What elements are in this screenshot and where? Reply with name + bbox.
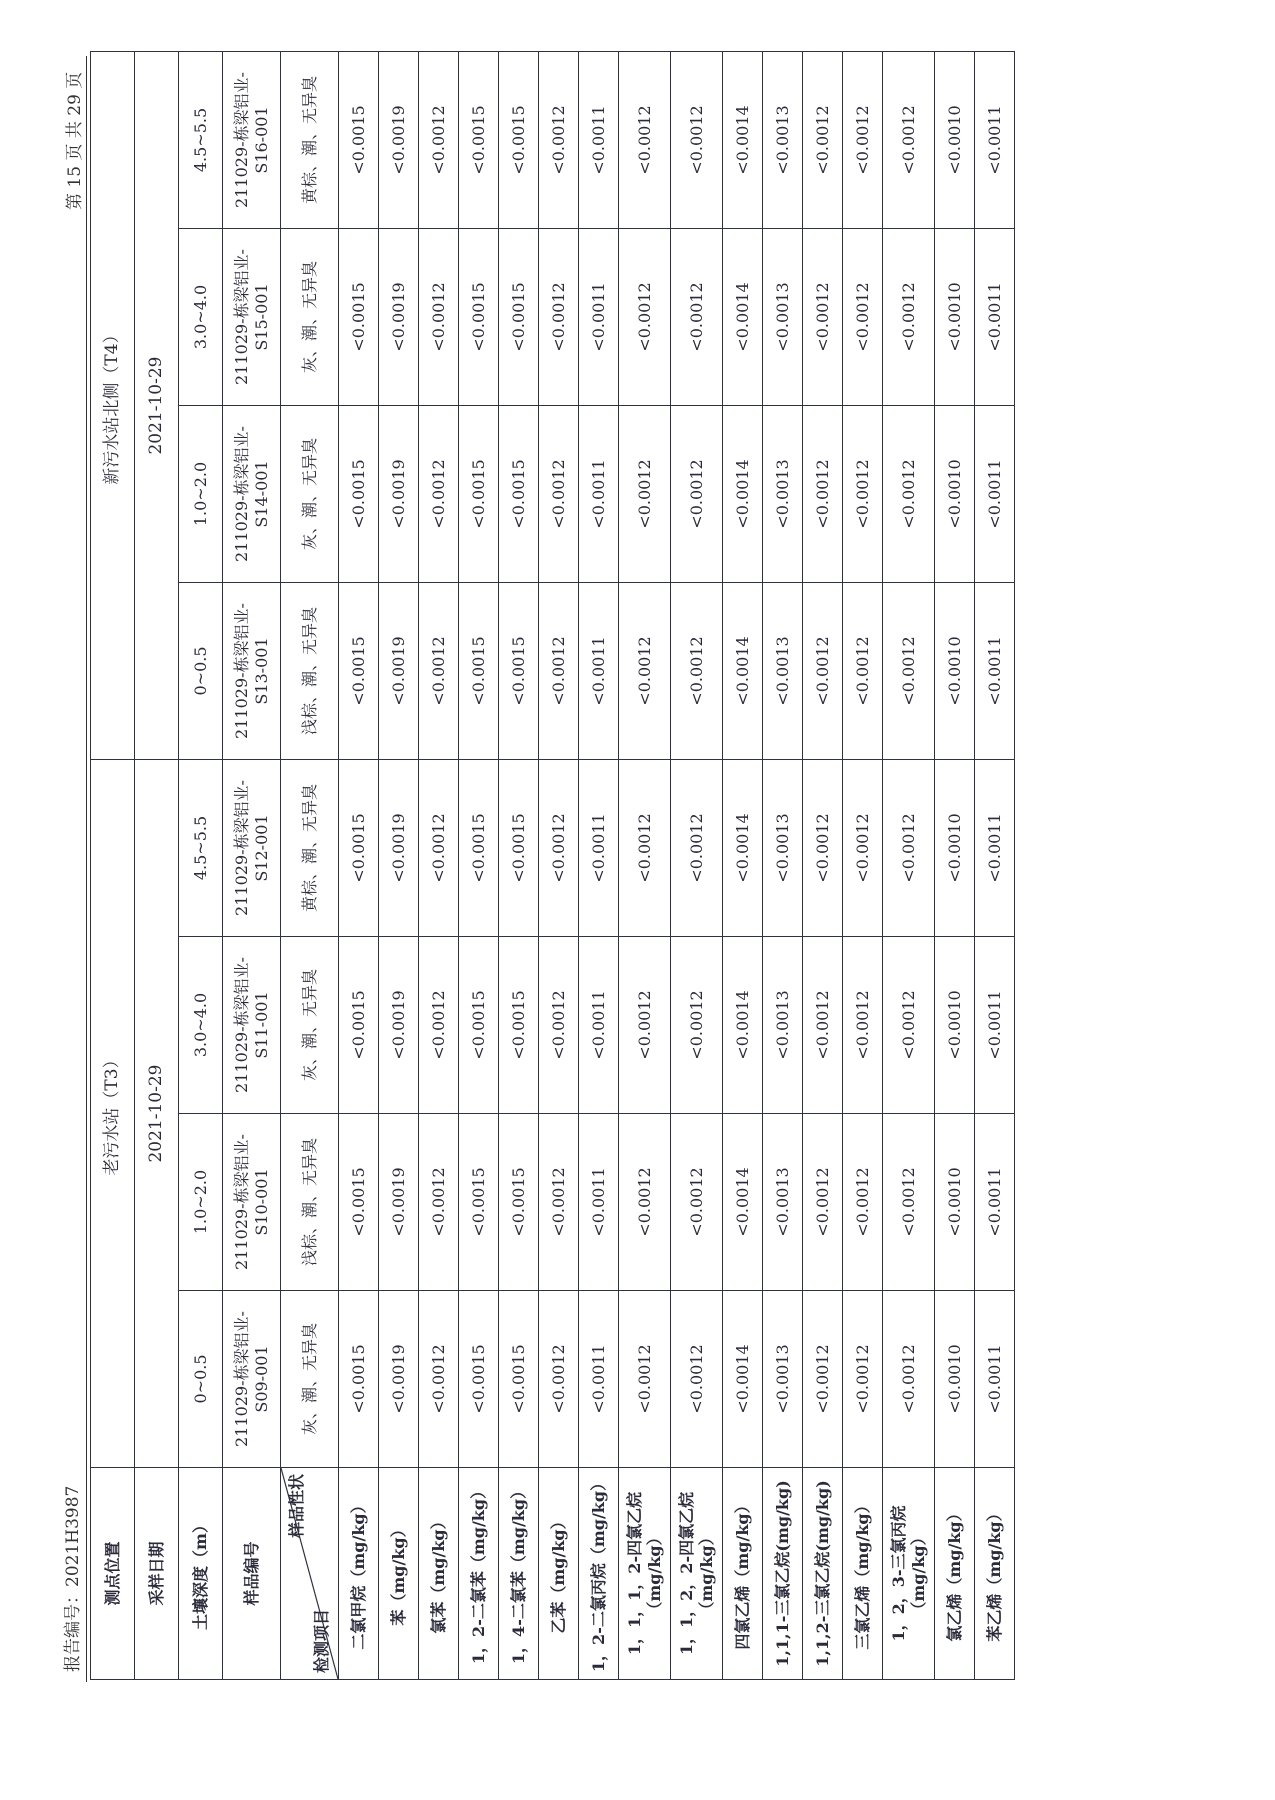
value-cell: <0.0012 xyxy=(619,1291,671,1468)
sample-id-label: 样品编号 xyxy=(223,1468,281,1680)
depth-cell: 3.0~4.0 xyxy=(179,229,223,406)
item-name-cell: 1,1,2-三氯乙烷(mg/kg) xyxy=(803,1468,843,1680)
value-cell: <0.0012 xyxy=(671,406,723,583)
row-property xyxy=(281,52,339,1680)
item-name-cell: 苯乙烯（mg/kg） xyxy=(975,1468,1015,1680)
value-cell: <0.0010 xyxy=(935,229,975,406)
value-cell: <0.0012 xyxy=(539,1114,579,1291)
value-cell: <0.0012 xyxy=(803,229,843,406)
value-cell: <0.0015 xyxy=(499,760,539,937)
value-cell: <0.0012 xyxy=(803,1291,843,1468)
table-row xyxy=(803,52,843,1680)
property-cell: 灰、潮、无异臭 xyxy=(281,1291,339,1468)
value-cell: <0.0013 xyxy=(763,406,803,583)
property-cell: 灰、潮、无异臭 xyxy=(281,406,339,583)
value-cell: <0.0012 xyxy=(619,52,671,229)
sample-id-cell: 211029-栋梁铝业-S12-001 xyxy=(223,760,281,937)
value-cell: <0.0015 xyxy=(499,937,539,1114)
value-cell: <0.0014 xyxy=(723,1114,763,1291)
property-label: 样品性状 xyxy=(287,1474,306,1539)
value-cell: <0.0011 xyxy=(579,1291,619,1468)
value-cell: <0.0012 xyxy=(539,1291,579,1468)
value-cell: <0.0015 xyxy=(459,760,499,937)
table-row xyxy=(539,52,579,1680)
value-cell: <0.0012 xyxy=(419,1291,459,1468)
table-row xyxy=(843,52,883,1680)
item-name-cell: 1,1,1-三氯乙烷(mg/kg) xyxy=(763,1468,803,1680)
value-cell: <0.0011 xyxy=(975,760,1015,937)
value-cell: <0.0012 xyxy=(419,406,459,583)
location-label: 测点位置 xyxy=(91,1468,135,1680)
table-row xyxy=(499,52,539,1680)
depth-cell: 1.0~2.0 xyxy=(179,1114,223,1291)
value-cell: <0.0011 xyxy=(579,229,619,406)
value-cell: <0.0014 xyxy=(723,52,763,229)
value-cell: <0.0010 xyxy=(935,52,975,229)
table-row xyxy=(975,52,1015,1680)
value-cell: <0.0012 xyxy=(619,583,671,760)
value-cell: <0.0012 xyxy=(619,937,671,1114)
value-cell: <0.0012 xyxy=(419,937,459,1114)
value-cell: <0.0012 xyxy=(883,1114,935,1291)
value-cell: <0.0010 xyxy=(935,760,975,937)
row-sample-id xyxy=(223,52,281,1680)
sample-id-cell: 211029-栋梁铝业-S15-001 xyxy=(223,229,281,406)
depth-cell: 0~0.5 xyxy=(179,583,223,760)
value-cell: <0.0012 xyxy=(803,406,843,583)
value-cell: <0.0019 xyxy=(379,937,419,1114)
item-name-cell: 四氯乙烯（mg/kg） xyxy=(723,1468,763,1680)
value-cell: <0.0014 xyxy=(723,406,763,583)
value-cell: <0.0013 xyxy=(763,1291,803,1468)
results-table xyxy=(90,51,1015,1680)
value-cell: <0.0011 xyxy=(975,1291,1015,1468)
value-cell: <0.0015 xyxy=(339,1114,379,1291)
value-cell: <0.0013 xyxy=(763,937,803,1114)
value-cell: <0.0012 xyxy=(539,760,579,937)
depth-cell: 0~0.5 xyxy=(179,1291,223,1468)
property-cell: 浅棕、潮、无异臭 xyxy=(281,1114,339,1291)
value-cell: <0.0012 xyxy=(539,583,579,760)
date-label: 采样日期 xyxy=(135,1468,179,1680)
depth-label: 土壤深度（m） xyxy=(179,1468,223,1680)
value-cell: <0.0015 xyxy=(459,937,499,1114)
sample-id-cell: 211029-栋梁铝业-S09-001 xyxy=(223,1291,281,1468)
value-cell: <0.0012 xyxy=(803,1114,843,1291)
depth-cell: 3.0~4.0 xyxy=(179,937,223,1114)
value-cell: <0.0013 xyxy=(763,229,803,406)
date-cell: 2021-10-29 xyxy=(135,52,179,760)
item-name-cell: 1，1，1，2-四氯乙烷（mg/kg） xyxy=(619,1468,671,1680)
depth-cell: 4.5~5.5 xyxy=(179,760,223,937)
item-label: 检测项目 xyxy=(312,1608,331,1673)
value-cell: <0.0019 xyxy=(379,1291,419,1468)
value-cell: <0.0019 xyxy=(379,760,419,937)
item-name-cell: 1，1，2，2-四氯乙烷（mg/kg） xyxy=(671,1468,723,1680)
value-cell: <0.0012 xyxy=(419,760,459,937)
value-cell: <0.0012 xyxy=(843,760,883,937)
value-cell: <0.0014 xyxy=(723,760,763,937)
value-cell: <0.0010 xyxy=(935,583,975,760)
value-cell: <0.0015 xyxy=(499,1291,539,1468)
value-cell: <0.0012 xyxy=(883,52,935,229)
item-name-cell: 三氯乙烯（mg/kg） xyxy=(843,1468,883,1680)
value-cell: <0.0012 xyxy=(419,583,459,760)
value-cell: <0.0019 xyxy=(379,1114,419,1291)
value-cell: <0.0012 xyxy=(883,1291,935,1468)
sample-id-cell: 211029-栋梁铝业-S16-001 xyxy=(223,52,281,229)
value-cell: <0.0011 xyxy=(579,52,619,229)
value-cell: <0.0013 xyxy=(763,583,803,760)
value-cell: <0.0012 xyxy=(671,760,723,937)
value-cell: <0.0011 xyxy=(975,406,1015,583)
header-rule xyxy=(86,56,87,1682)
row-depth xyxy=(179,52,223,1680)
value-cell: <0.0012 xyxy=(843,1291,883,1468)
value-cell: <0.0015 xyxy=(459,583,499,760)
item-name-cell: 1，2-二氯苯（mg/kg） xyxy=(459,1468,499,1680)
value-cell: <0.0011 xyxy=(975,937,1015,1114)
value-cell: <0.0015 xyxy=(459,406,499,583)
table-row xyxy=(419,52,459,1680)
sample-id-cell: 211029-栋梁铝业-S11-001 xyxy=(223,937,281,1114)
value-cell: <0.0014 xyxy=(723,937,763,1114)
property-cell: 灰、潮、无异臭 xyxy=(281,937,339,1114)
value-cell: <0.0014 xyxy=(723,1291,763,1468)
property-cell: 灰、潮、无异臭 xyxy=(281,229,339,406)
value-cell: <0.0019 xyxy=(379,406,419,583)
value-cell: <0.0012 xyxy=(883,760,935,937)
value-cell: <0.0015 xyxy=(339,1291,379,1468)
value-cell: <0.0011 xyxy=(579,583,619,760)
value-cell: <0.0015 xyxy=(339,937,379,1114)
value-cell: <0.0010 xyxy=(935,1114,975,1291)
value-cell: <0.0015 xyxy=(499,583,539,760)
value-cell: <0.0012 xyxy=(671,1291,723,1468)
item-name-cell: 氯苯（mg/kg） xyxy=(419,1468,459,1680)
value-cell: <0.0011 xyxy=(579,760,619,937)
page-number: 第 15 页 共 29 页 xyxy=(65,71,85,210)
value-cell: <0.0013 xyxy=(763,1114,803,1291)
row-location xyxy=(91,52,135,1680)
value-cell: <0.0012 xyxy=(419,52,459,229)
value-cell: <0.0012 xyxy=(671,937,723,1114)
value-cell: <0.0012 xyxy=(843,52,883,229)
table-row xyxy=(459,52,499,1680)
value-cell: <0.0011 xyxy=(579,1114,619,1291)
value-cell: <0.0019 xyxy=(379,583,419,760)
row-date xyxy=(135,52,179,1680)
depth-cell: 1.0~2.0 xyxy=(179,406,223,583)
value-cell: <0.0012 xyxy=(671,229,723,406)
value-cell: <0.0010 xyxy=(935,406,975,583)
location-cell: 新污水站北侧（T4） xyxy=(91,52,135,760)
item-name-cell: 乙苯（mg/kg） xyxy=(539,1468,579,1680)
value-cell: <0.0012 xyxy=(883,406,935,583)
sample-id-cell: 211029-栋梁铝业-S10-001 xyxy=(223,1114,281,1291)
table-row xyxy=(579,52,619,1680)
value-cell: <0.0012 xyxy=(419,1114,459,1291)
value-cell: <0.0015 xyxy=(339,52,379,229)
value-cell: <0.0012 xyxy=(671,1114,723,1291)
value-cell: <0.0011 xyxy=(579,406,619,583)
value-cell: <0.0015 xyxy=(459,1114,499,1291)
sample-id-cell: 211029-栋梁铝业-S13-001 xyxy=(223,583,281,760)
table-row xyxy=(883,52,935,1680)
table-row xyxy=(619,52,671,1680)
value-cell: <0.0012 xyxy=(619,760,671,937)
value-cell: <0.0013 xyxy=(763,760,803,937)
value-cell: <0.0012 xyxy=(539,52,579,229)
value-cell: <0.0015 xyxy=(459,52,499,229)
value-cell: <0.0011 xyxy=(975,1114,1015,1291)
value-cell: <0.0011 xyxy=(975,52,1015,229)
location-cell: 老污水站（T3） xyxy=(91,760,135,1468)
value-cell: <0.0012 xyxy=(803,937,843,1114)
value-cell: <0.0012 xyxy=(671,52,723,229)
value-cell: <0.0012 xyxy=(539,406,579,583)
value-cell: <0.0012 xyxy=(803,52,843,229)
value-cell: <0.0012 xyxy=(539,937,579,1114)
value-cell: <0.0011 xyxy=(975,583,1015,760)
value-cell: <0.0012 xyxy=(619,406,671,583)
value-cell: <0.0013 xyxy=(763,52,803,229)
value-cell: <0.0012 xyxy=(803,760,843,937)
value-cell: <0.0011 xyxy=(579,937,619,1114)
value-cell: <0.0012 xyxy=(419,229,459,406)
value-cell: <0.0012 xyxy=(843,937,883,1114)
table-row xyxy=(339,52,379,1680)
item-name-cell: 1，2，3-三氯丙烷（mg/kg） xyxy=(883,1468,935,1680)
property-cell: 黄棕、潮、无异臭 xyxy=(281,760,339,937)
value-cell: <0.0012 xyxy=(843,406,883,583)
item-name-cell: 1，4-二氯苯（mg/kg） xyxy=(499,1468,539,1680)
value-cell: <0.0015 xyxy=(339,406,379,583)
value-cell: <0.0010 xyxy=(935,1291,975,1468)
value-cell: <0.0015 xyxy=(499,52,539,229)
value-cell: <0.0012 xyxy=(803,583,843,760)
report-number: 报告编号：2021H3987 xyxy=(63,1485,83,1672)
value-cell: <0.0012 xyxy=(619,1114,671,1291)
value-cell: <0.0015 xyxy=(339,760,379,937)
diagonal-header-cell xyxy=(281,1468,339,1680)
property-cell: 黄棕、潮、无异臭 xyxy=(281,52,339,229)
value-cell: <0.0012 xyxy=(883,229,935,406)
value-cell: <0.0012 xyxy=(883,583,935,760)
table-row xyxy=(935,52,975,1680)
value-cell: <0.0015 xyxy=(499,229,539,406)
depth-cell: 4.5~5.5 xyxy=(179,52,223,229)
value-cell: <0.0015 xyxy=(459,1291,499,1468)
value-cell: <0.0015 xyxy=(339,583,379,760)
item-name-cell: 氯乙烯（mg/kg） xyxy=(935,1468,975,1680)
value-cell: <0.0015 xyxy=(339,229,379,406)
value-cell: <0.0012 xyxy=(843,1114,883,1291)
value-cell: <0.0012 xyxy=(843,229,883,406)
table-row xyxy=(763,52,803,1680)
value-cell: <0.0012 xyxy=(843,583,883,760)
table-row xyxy=(379,52,419,1680)
item-name-cell: 二氯甲烷（mg/kg） xyxy=(339,1468,379,1680)
value-cell: <0.0012 xyxy=(883,937,935,1114)
item-name-cell: 1，2-二氯丙烷（mg/kg） xyxy=(579,1468,619,1680)
value-cell: <0.0010 xyxy=(935,937,975,1114)
property-cell: 浅棕、潮、无异臭 xyxy=(281,583,339,760)
item-name-cell: 苯（mg/kg） xyxy=(379,1468,419,1680)
value-cell: <0.0019 xyxy=(379,229,419,406)
sample-id-cell: 211029-栋梁铝业-S14-001 xyxy=(223,406,281,583)
value-cell: <0.0015 xyxy=(499,406,539,583)
value-cell: <0.0011 xyxy=(975,229,1015,406)
value-cell: <0.0014 xyxy=(723,229,763,406)
value-cell: <0.0014 xyxy=(723,583,763,760)
value-cell: <0.0019 xyxy=(379,52,419,229)
value-cell: <0.0015 xyxy=(459,229,499,406)
value-cell: <0.0015 xyxy=(499,1114,539,1291)
table-row xyxy=(723,52,763,1680)
value-cell: <0.0012 xyxy=(619,229,671,406)
value-cell: <0.0012 xyxy=(539,229,579,406)
table-row xyxy=(671,52,723,1680)
date-cell: 2021-10-29 xyxy=(135,760,179,1468)
value-cell: <0.0012 xyxy=(671,583,723,760)
